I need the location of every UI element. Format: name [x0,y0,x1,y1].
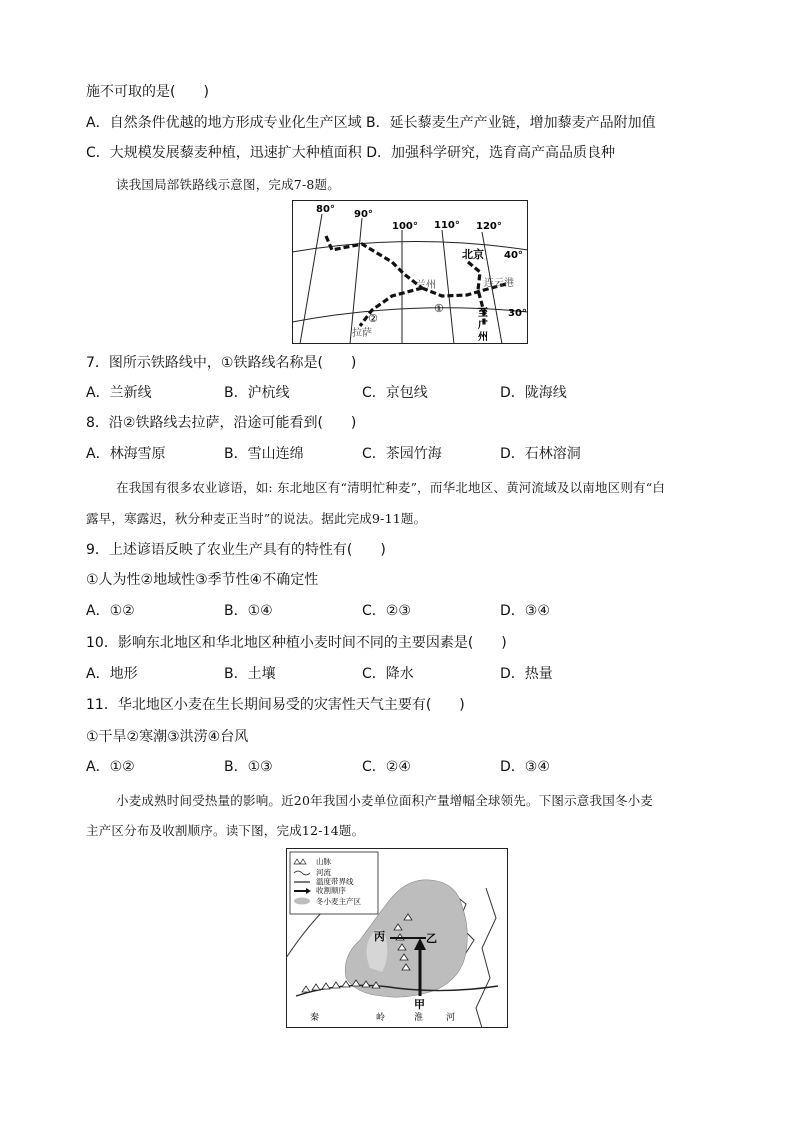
marker-1: ① [434,302,444,315]
city-beijing: 北京 [462,248,484,261]
legend-harvest-order: 收割顺序 [316,886,346,895]
label-ling: 岭 [376,1013,386,1023]
lon-label-110: 110° [434,220,460,231]
lon-label-90: 90° [354,209,373,220]
q6-options-cd: C．大规模发展藜麦种植，迅速扩大种植面积 D．加强科学研究，选育高产高品质良种 [86,145,616,161]
label-huai: 淮 [414,1013,424,1023]
label-guang: 广 [478,320,488,331]
q9-option-c[interactable]: C．②③ [362,603,411,619]
q11-option-b[interactable]: B．①③ [224,759,273,775]
label-bing: 丙 [374,930,385,943]
q10-stem: 10．影响东北地区和华北地区种植小麦时间不同的主要因素是( ) [86,635,507,651]
q6-stem-tail: 施不可取的是( ) [86,84,209,100]
city-lasa: 拉萨 [352,328,372,339]
q8-option-d[interactable]: D．石林溶洞 [500,446,581,462]
q10-option-b[interactable]: B．土壤 [224,666,276,682]
q7-stem: 7．图所示铁路线中，①铁路线名称是( ) [86,355,357,371]
q8-option-b[interactable]: B．雪山连绵 [224,446,304,462]
q10-option-c[interactable]: C．降水 [362,666,414,682]
q9-option-b[interactable]: B．①④ [224,603,273,619]
q11-stem: 11．华北地区小麦在生长期间易受的灾害性天气主要有( ) [86,697,465,713]
q8-option-c[interactable]: C．茶园竹海 [362,446,442,462]
lon-label-120: 120° [476,221,502,232]
q11-option-a[interactable]: A．①② [86,759,135,775]
q7-option-c[interactable]: C．京包线 [362,385,428,401]
intro-12-14-line1: 小麦成熟时间受热量的影响。近20年我国小麦单位面积产量增幅全球领先。下图示意我国冬小麦 [116,793,654,808]
q9-option-d[interactable]: D．③④ [500,603,550,619]
legend-area-icon [294,898,310,905]
q6-options-ab: A．自然条件优越的地方形成专业化生产区域 B．延长藜麦生产产业链，增加藜麦产品附加值 [86,115,656,131]
q10-option-d[interactable]: D．热量 [500,666,553,682]
q11-choices: ①干旱②寒潮③洪涝④台风 [86,729,249,745]
q9-stem: 9．上述谚语反映了农业生产具有的特性有( ) [86,542,386,558]
intro-7-8: 读我国局部铁路线示意图，完成7-8题。 [116,177,340,192]
intro-9-11-line1: 在我国有很多农业谚语，如: 东北地区有“清明忙种麦”，而华北地区、黄河流域及以南地区则有“白 [116,480,666,495]
label-jia: 甲 [414,998,425,1011]
q7-option-b[interactable]: B．沪杭线 [224,385,290,401]
q8-option-a[interactable]: A．林海雪原 [86,446,166,462]
label-he: 河 [446,1013,456,1023]
legend-river: 河流 [316,868,331,877]
wheat-map [286,848,508,1028]
city-lanzhou: 兰州 [416,280,436,291]
q10-option-a[interactable]: A．地形 [86,666,138,682]
railway-map [292,200,528,344]
legend-wheat-area: 冬小麦主产区 [316,897,361,906]
q9-option-a[interactable]: A．①② [86,603,135,619]
q11-option-d[interactable]: D．③④ [500,759,550,775]
q9-choices: ①人为性②地域性③季节性④不确定性 [86,572,319,588]
q8-stem: 8．沿②铁路线去拉萨，沿途可能看到( ) [86,415,357,431]
label-zhou: 州 [478,332,488,343]
q7-option-a[interactable]: A．兰新线 [86,385,152,401]
lat-label-30: 30° [508,308,527,319]
label-qin: 秦 [310,1013,320,1023]
label-zhi: 至 [478,308,488,319]
lon-label-100: 100° [392,221,418,232]
legend-mountain: 山脉 [316,857,331,866]
marker-2: ② [368,312,378,325]
q7-option-d[interactable]: D．陇海线 [500,385,567,401]
legend-boundary: 温度带界线 [316,877,354,886]
lat-label-40: 40° [504,250,523,261]
city-lianyungang: 连云港 [484,278,514,289]
label-yi: 乙 [426,932,437,945]
intro-12-14-line2: 主产区分布及收割顺序。读下图，完成12-14题。 [86,823,365,838]
lon-label-80: 80° [316,204,335,215]
intro-9-11-line2: 露早，寒露迟，秋分种麦正当时”的说法。据此完成9-11题。 [86,511,427,526]
q11-option-c[interactable]: C．②④ [362,759,411,775]
